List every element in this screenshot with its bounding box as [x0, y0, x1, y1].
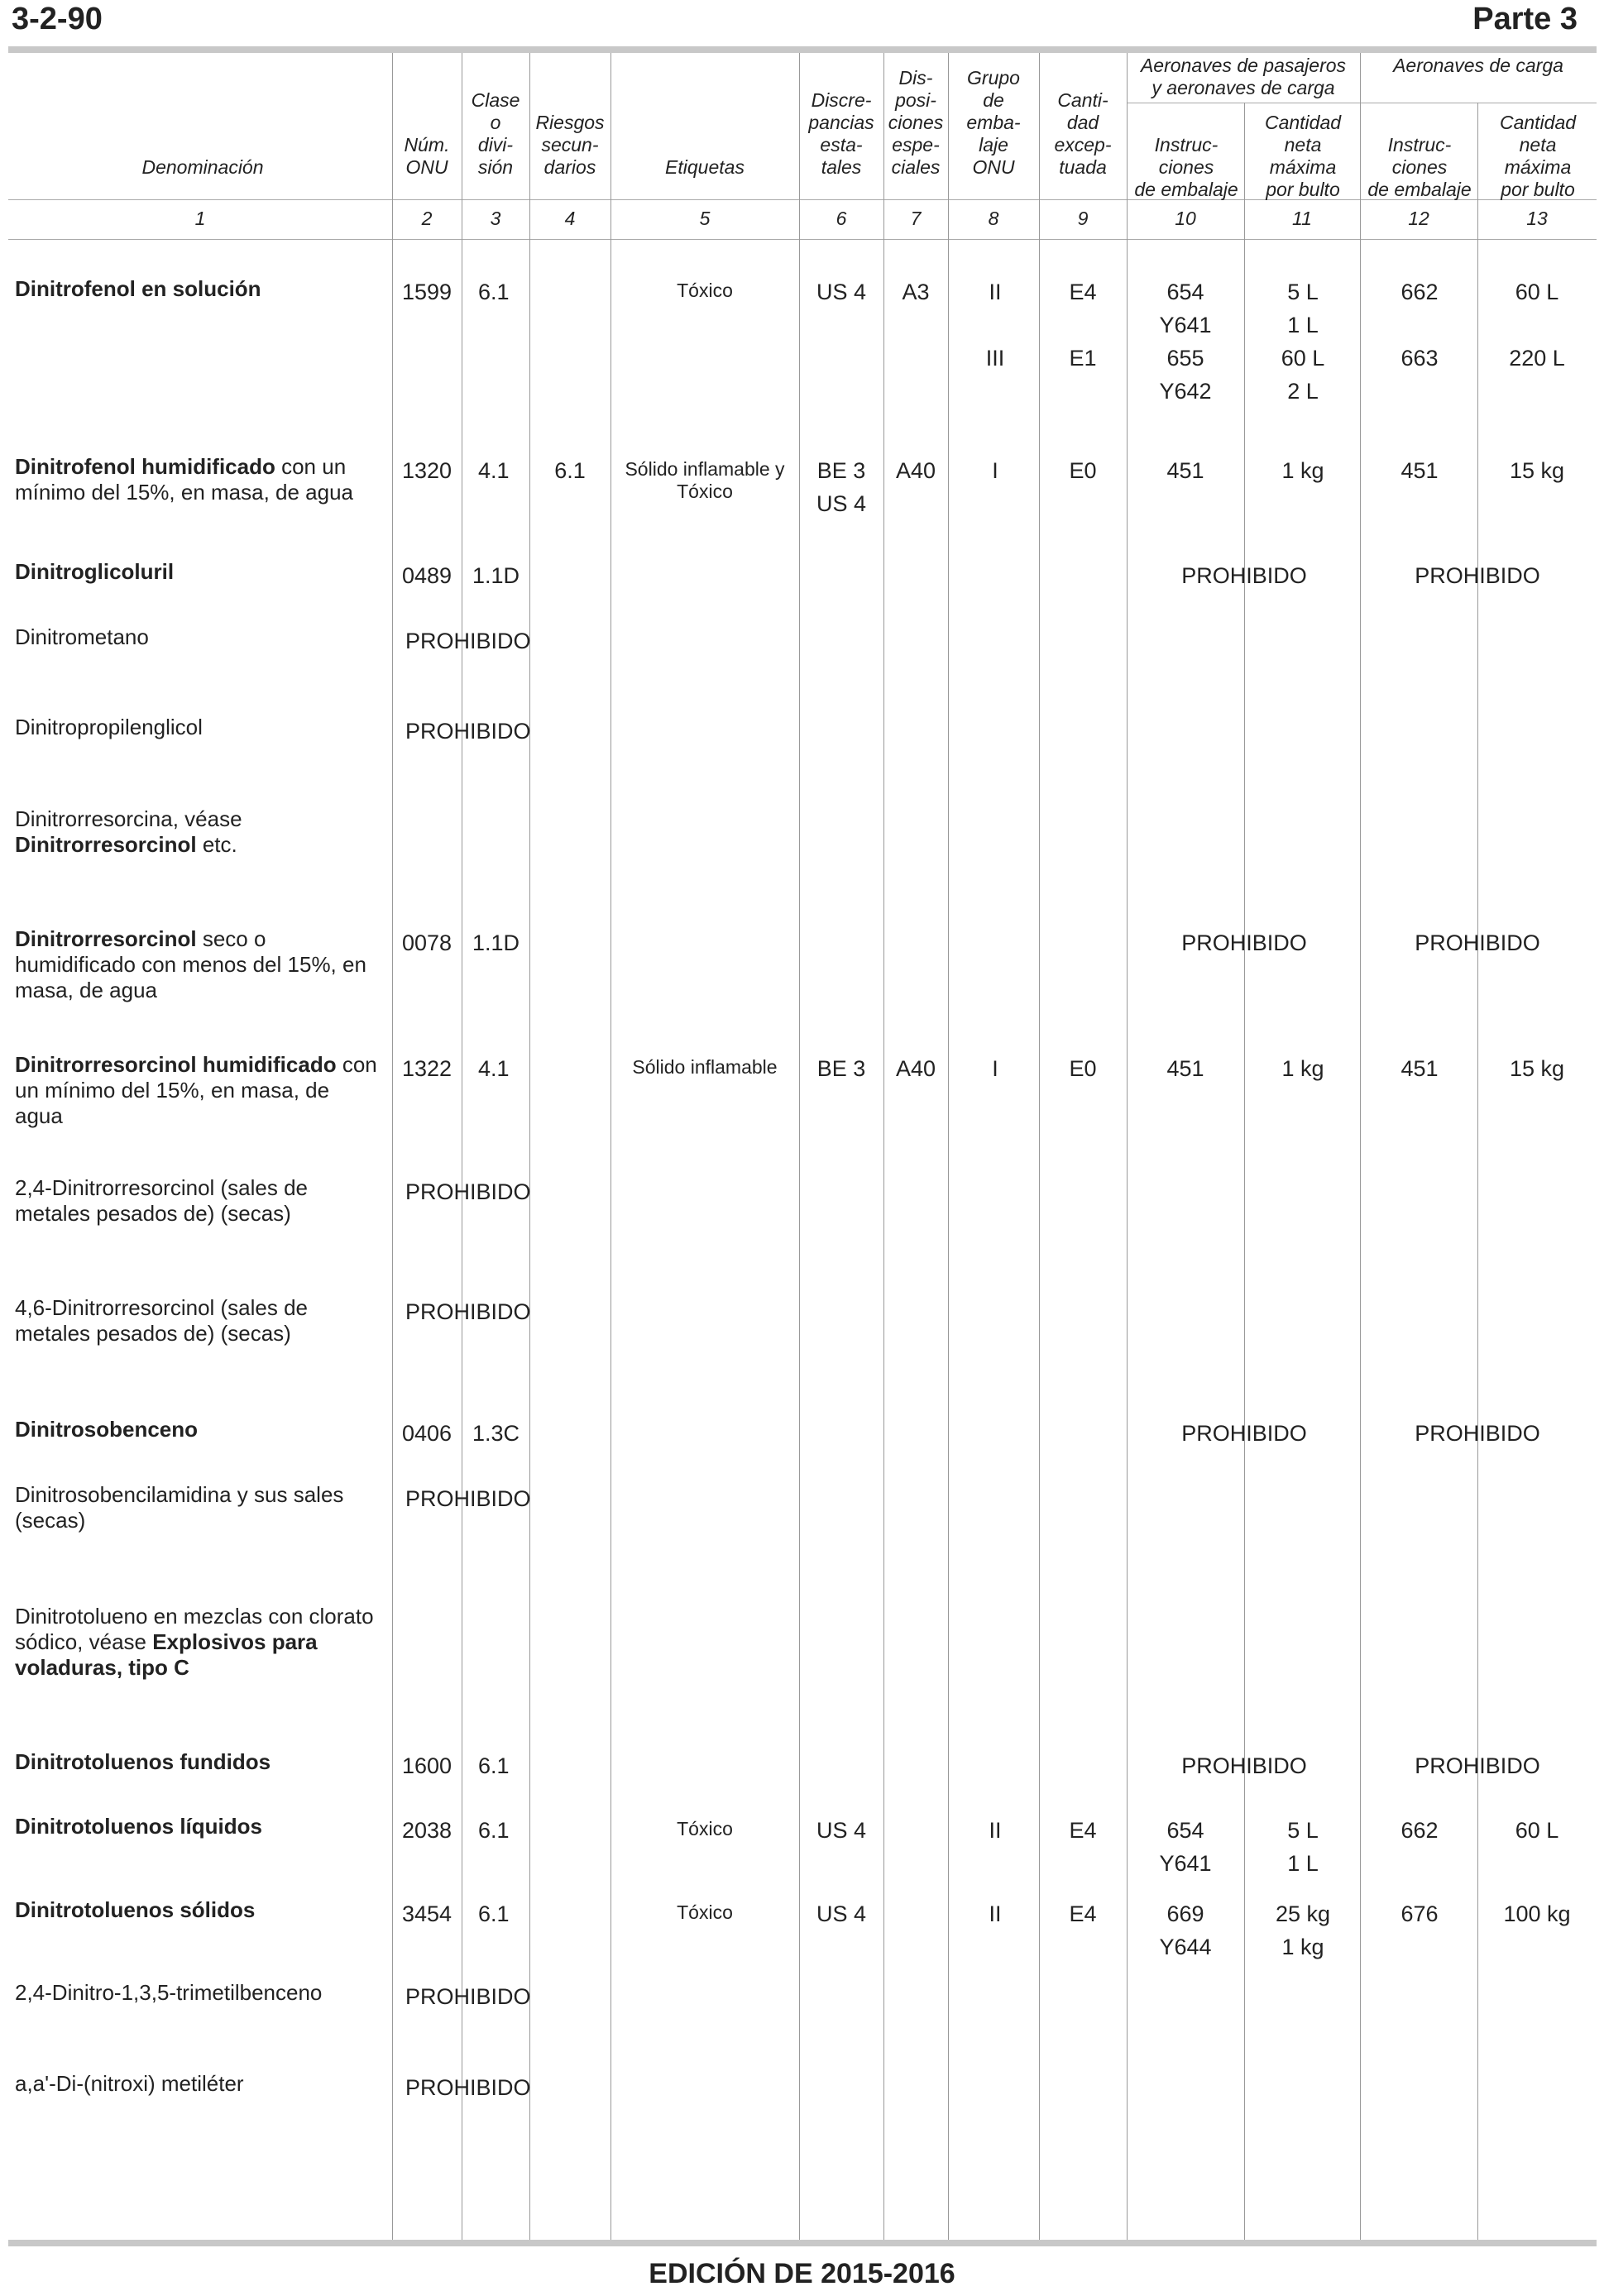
- pax-packing-instruction: 669 Y644: [1159, 1901, 1212, 1959]
- class: 4.1: [478, 458, 510, 483]
- header-num-onu: Núm. ONU: [404, 134, 450, 178]
- special-provision: A3: [902, 280, 930, 304]
- column-number: 5: [699, 208, 711, 229]
- cargo-packing-instruction: 451: [1401, 458, 1439, 483]
- row-name: Dinitrotoluenos líquidos: [15, 1814, 262, 1839]
- column-number: 1: [194, 208, 206, 229]
- cargo-forbidden: PROHIBIDO: [1415, 1421, 1540, 1446]
- row-name: Dinitrorresorcina, véase Dinitrorresorcinol etc.: [15, 806, 242, 857]
- forbidden: PROHIBIDO: [405, 629, 531, 653]
- header-cantidad-exceptuada: Canti- dad excep- tuada: [1054, 89, 1112, 178]
- row-name: Dinitrometano: [15, 624, 149, 649]
- cargo-max-quantity: 15 kg: [1509, 1056, 1565, 1081]
- packing-group: II: [989, 280, 1002, 304]
- top-rule: [8, 46, 1597, 53]
- column-number: 10: [1175, 208, 1196, 229]
- forbidden: PROHIBIDO: [405, 1299, 531, 1324]
- cargo-forbidden: PROHIBIDO: [1415, 930, 1540, 955]
- un-number: 1320: [402, 458, 452, 483]
- row-name: Dinitrofenol en solución: [15, 276, 261, 301]
- header-discrepancias: Discre- pancias esta- tales: [808, 89, 874, 178]
- special-provision: A40: [895, 458, 936, 483]
- class: 6.1: [478, 1901, 510, 1926]
- header-denominacion: Denominación: [141, 156, 264, 178]
- column-number: 2: [421, 208, 433, 229]
- column-number-divider: [8, 239, 1597, 240]
- row-name: Dinitrosobencilamidina y sus sales (secas): [15, 1482, 344, 1533]
- cargo-packing-instruction: 663: [1401, 346, 1439, 371]
- label: Tóxico: [677, 1818, 733, 1839]
- pax-forbidden: PROHIBIDO: [1181, 563, 1307, 588]
- excepted-quantity: E4: [1069, 280, 1097, 304]
- cargo-max-quantity: 220 L: [1509, 346, 1565, 371]
- col-divider: [529, 53, 530, 2240]
- pax-max-quantity: 1 kg: [1281, 1056, 1324, 1081]
- cargo-packing-instruction: 662: [1401, 1818, 1439, 1843]
- header-aeronaves-pasajeros: Aeronaves de pasajeros y aeronaves de carga: [1140, 55, 1347, 98]
- discrepancy: BE 3 US 4: [816, 458, 867, 516]
- excepted-quantity: E4: [1069, 1901, 1097, 1926]
- excepted-quantity: E0: [1069, 1056, 1097, 1081]
- pax-forbidden: PROHIBIDO: [1181, 930, 1307, 955]
- special-provision: A40: [895, 1056, 936, 1081]
- pax-max-quantity: 60 L 2 L: [1281, 346, 1325, 404]
- pax-max-quantity: 5 L 1 L: [1287, 1818, 1319, 1876]
- discrepancy: US 4: [816, 1901, 867, 1926]
- discrepancy: US 4: [816, 280, 867, 304]
- un-number: 0406: [402, 1421, 452, 1446]
- forbidden: PROHIBIDO: [405, 1179, 531, 1204]
- row-name: Dinitrosobenceno: [15, 1417, 199, 1442]
- pax-max-quantity: 25 kg 1 kg: [1275, 1901, 1331, 1959]
- discrepancy: BE 3: [816, 1056, 866, 1081]
- column-number: 6: [836, 208, 847, 229]
- bottom-rule: [8, 2240, 1597, 2246]
- excepted-quantity: E4: [1069, 1818, 1097, 1843]
- header-cantidad-pasajeros: Cantidad neta máxima por bulto: [1264, 112, 1342, 200]
- label: Tóxico: [677, 280, 733, 301]
- col-divider: [392, 53, 393, 2240]
- row-name: 4,6-Dinitrorresorcinol (sales de metales pesados de) (secas): [15, 1295, 309, 1346]
- packing-group: II: [989, 1901, 1002, 1926]
- pax-packing-instruction: 654 Y641: [1159, 280, 1212, 337]
- header-cantidad-carga: Cantidad neta máxima por bulto: [1499, 112, 1577, 200]
- header-instrucciones-pasajeros: Instruc- ciones de embalaje: [1134, 134, 1238, 200]
- pax-packing-instruction: 654 Y641: [1159, 1818, 1212, 1876]
- column-number: 12: [1408, 208, 1429, 229]
- label: Sólido inflamable: [632, 1056, 778, 1078]
- class: 4.1: [478, 1056, 510, 1081]
- cargo-max-quantity: 60 L: [1515, 280, 1559, 304]
- class: 6.1: [478, 280, 510, 304]
- class: 1.1D: [472, 563, 520, 588]
- un-number: 1600: [402, 1753, 452, 1778]
- label: Tóxico: [677, 1901, 733, 1923]
- excepted-quantity: E0: [1069, 458, 1097, 483]
- row-name: Dinitrorresorcinol humidificado con un mínimo del 15%, en masa, de agua: [15, 1052, 377, 1128]
- row-name: Dinitrofenol humidificado con un mínimo del 15%, en masa, de agua: [15, 454, 354, 505]
- column-number: 3: [490, 208, 501, 229]
- cargo-packing-instruction: 662: [1401, 280, 1439, 304]
- column-number: 11: [1292, 208, 1312, 229]
- col-divider: [610, 53, 611, 2240]
- packing-group: I: [992, 1056, 998, 1081]
- row-name: Dinitrorresorcinol seco o humidificado con menos del 15%, en masa, de agua: [15, 926, 366, 1002]
- pax-forbidden: PROHIBIDO: [1181, 1421, 1307, 1446]
- discrepancy: US 4: [816, 1818, 867, 1843]
- class: 1.1D: [472, 930, 520, 955]
- pax-max-quantity: 1 kg: [1281, 458, 1324, 483]
- edition-footer: EDICIÓN DE 2015-2016: [649, 2258, 955, 2289]
- class: 6.1: [478, 1818, 510, 1843]
- row-name: 2,4-Dinitro-1,3,5-trimetilbenceno: [15, 1980, 323, 2005]
- forbidden: PROHIBIDO: [405, 2075, 531, 2100]
- pax-forbidden: PROHIBIDO: [1181, 1753, 1307, 1778]
- pax-packing-instruction: 451: [1166, 1056, 1204, 1081]
- column-number: 9: [1077, 208, 1089, 229]
- row-name: Dinitropropilenglicol: [15, 715, 203, 739]
- row-name: Dinitrotoluenos fundidos: [15, 1749, 271, 1774]
- row-name: 2,4-Dinitrorresorcinol (sales de metales pesados de) (secas): [15, 1175, 309, 1226]
- pax-packing-instruction: 451: [1166, 458, 1204, 483]
- part-title: Parte 3: [1472, 2, 1578, 36]
- row-name: a,a'-Di-(nitroxi) metiléter: [15, 2071, 244, 2096]
- column-number: 4: [564, 208, 576, 229]
- cargo-max-quantity: 15 kg: [1509, 458, 1565, 483]
- class: 1.3C: [472, 1421, 520, 1446]
- column-number: 7: [910, 208, 922, 229]
- header-grupo-embalaje: Grupo de emba- laje ONU: [966, 67, 1021, 178]
- page-number: 3-2-90: [12, 2, 103, 36]
- pax-max-quantity: 5 L 1 L: [1287, 280, 1319, 337]
- forbidden: PROHIBIDO: [405, 1486, 531, 1511]
- un-number: 1599: [402, 280, 452, 304]
- header-aeronaves-carga: Aeronaves de carga: [1393, 55, 1563, 76]
- cargo-forbidden: PROHIBIDO: [1415, 1753, 1540, 1778]
- subsidiary-risk: 6.1: [554, 458, 586, 483]
- row-name: Dinitrotolueno en mezclas con clorato sódico, véase Explosivos para voladuras, tipo C: [15, 1604, 374, 1680]
- header-etiquetas: Etiquetas: [665, 156, 745, 178]
- column-number: 13: [1526, 208, 1548, 229]
- row-name: Dinitrotoluenos sólidos: [15, 1897, 256, 1922]
- packing-group: I: [992, 458, 998, 483]
- column-number: 8: [988, 208, 999, 229]
- un-number: 1322: [402, 1056, 452, 1081]
- header-clase: Clase o divi- sión: [471, 89, 520, 178]
- cargo-packing-instruction: 451: [1401, 1056, 1439, 1081]
- pax-packing-instruction: 655 Y642: [1159, 346, 1212, 404]
- cargo-packing-instruction: 676: [1401, 1901, 1439, 1926]
- un-number: 2038: [402, 1818, 452, 1843]
- header-disposiciones: Dis- posi- ciones espe- ciales: [888, 67, 944, 178]
- class: 6.1: [478, 1753, 510, 1778]
- un-number: 3454: [402, 1901, 452, 1926]
- header-riesgos: Riesgos secun- darios: [535, 112, 605, 178]
- forbidden: PROHIBIDO: [405, 1984, 531, 2009]
- label: Sólido inflamable y Tóxico: [625, 458, 785, 502]
- row-name: Dinitroglicoluril: [15, 559, 175, 584]
- excepted-quantity: E1: [1069, 346, 1097, 371]
- un-number: 0489: [402, 563, 452, 588]
- un-number: 0078: [402, 930, 452, 955]
- packing-group: II: [989, 1818, 1002, 1843]
- cargo-forbidden: PROHIBIDO: [1415, 563, 1540, 588]
- forbidden: PROHIBIDO: [405, 719, 531, 744]
- header-instrucciones-carga: Instruc- ciones de embalaje: [1367, 134, 1472, 200]
- cargo-max-quantity: 60 L: [1515, 1818, 1559, 1843]
- packing-group: III: [985, 346, 1005, 371]
- cargo-max-quantity: 100 kg: [1503, 1901, 1571, 1926]
